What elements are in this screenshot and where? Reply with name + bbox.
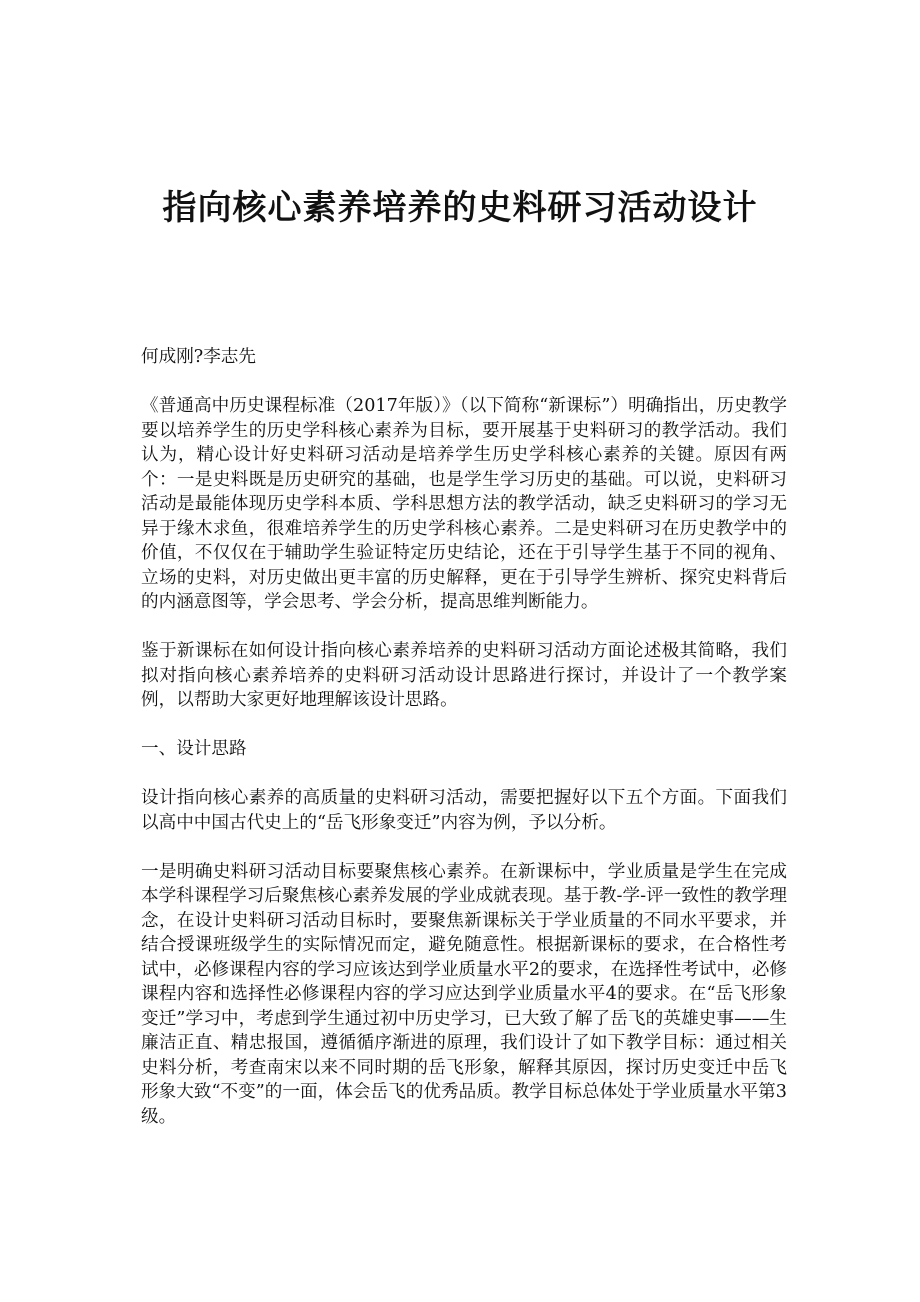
section-heading-design: 一、设计思路 [141, 739, 247, 759]
article-title: 指向核心素养培养的史料研习活动设计 [162, 188, 758, 228]
paragraph-purpose: 鉴于新课标在如何设计指向核心素养培养的史料研习活动方面论述极其简略，我们拟对指向核心素养培养的史料研习活动设计思路进行探讨，并设计了一个教学案例，以帮助大家更好地理解该设计思路。 [141, 641, 787, 710]
article-body [141, 345, 787, 1154]
paragraph-goal: 一是明确史料研习活动目标要聚焦核心素养。在新课标中，学业质量是学生在完成本学科课程学习后聚焦核心素养发展的学业成就表现。基于教-学-评一致性的教学理念，在设计史料研习活动目标时，要聚焦新课标关于学业质量的不同水平要求，并结合授课班级学生的实际情况而定，避免随意性。根据新课标的要求，在合格性考试中，必修课程内容的学习应该达到学业质量水平2的要求，在选择性考试中，必修课程内容和选择性必修课程内容的学习应达到学业质量水平4的要求。在“岳飞形象变迁”学习中，考虑到学生通过初中历史学习，已大致了解了岳飞的英雄史事——生廉洁正直、精忠报国，遵循循序渐进的原理，我们设计了如下教学目标：通过相关史料分析，考查南宋以来不同时期的岳飞形象，解释其原因，探讨历史变迁中岳飞形象大致“不变”的一面，体会岳飞的优秀品质。教学目标总体处于学业质量水平第3级。 [141, 861, 787, 1127]
author-line: 何成刚?李志先 [141, 347, 256, 367]
paragraph-design-overview: 设计指向核心素养的高质量的史料研习活动，需要把握好以下五个方面。下面我们以高中中国古代史上的“岳飞形象变迁”内容为例，予以分析。 [141, 788, 787, 833]
paragraph-intro: 《普通高中历史课程标准（2017年版）》（以下简称“新课标”）明确指出，历史教学要以培养学生的历史学科核心素养为目标，要开展基于史料研习的教学活动。我们认为，精心设计好史料研习活动是培养学生历史学科核心素养的关键。原因有两个：一是史料既是历史研究的基础，也是学生学习历史的基础。可以说，史料研习活动是最能体现历史学科本质、学科思想方法的教学活动，缺乏史料研习的学习无异于缘木求鱼，很难培养学生的历史学科核心素养。二是史料研习在历史教学中的价值，不仅仅在于辅助学生验证特定历史结论，还在于引导学生基于不同的视角、立场的史料，对历史做出更丰富的历史解释，更在于引导学生辨析、探究史料背后的内涵意图等，学会思考、学会分析，提高思维判断能力。 [141, 396, 787, 612]
